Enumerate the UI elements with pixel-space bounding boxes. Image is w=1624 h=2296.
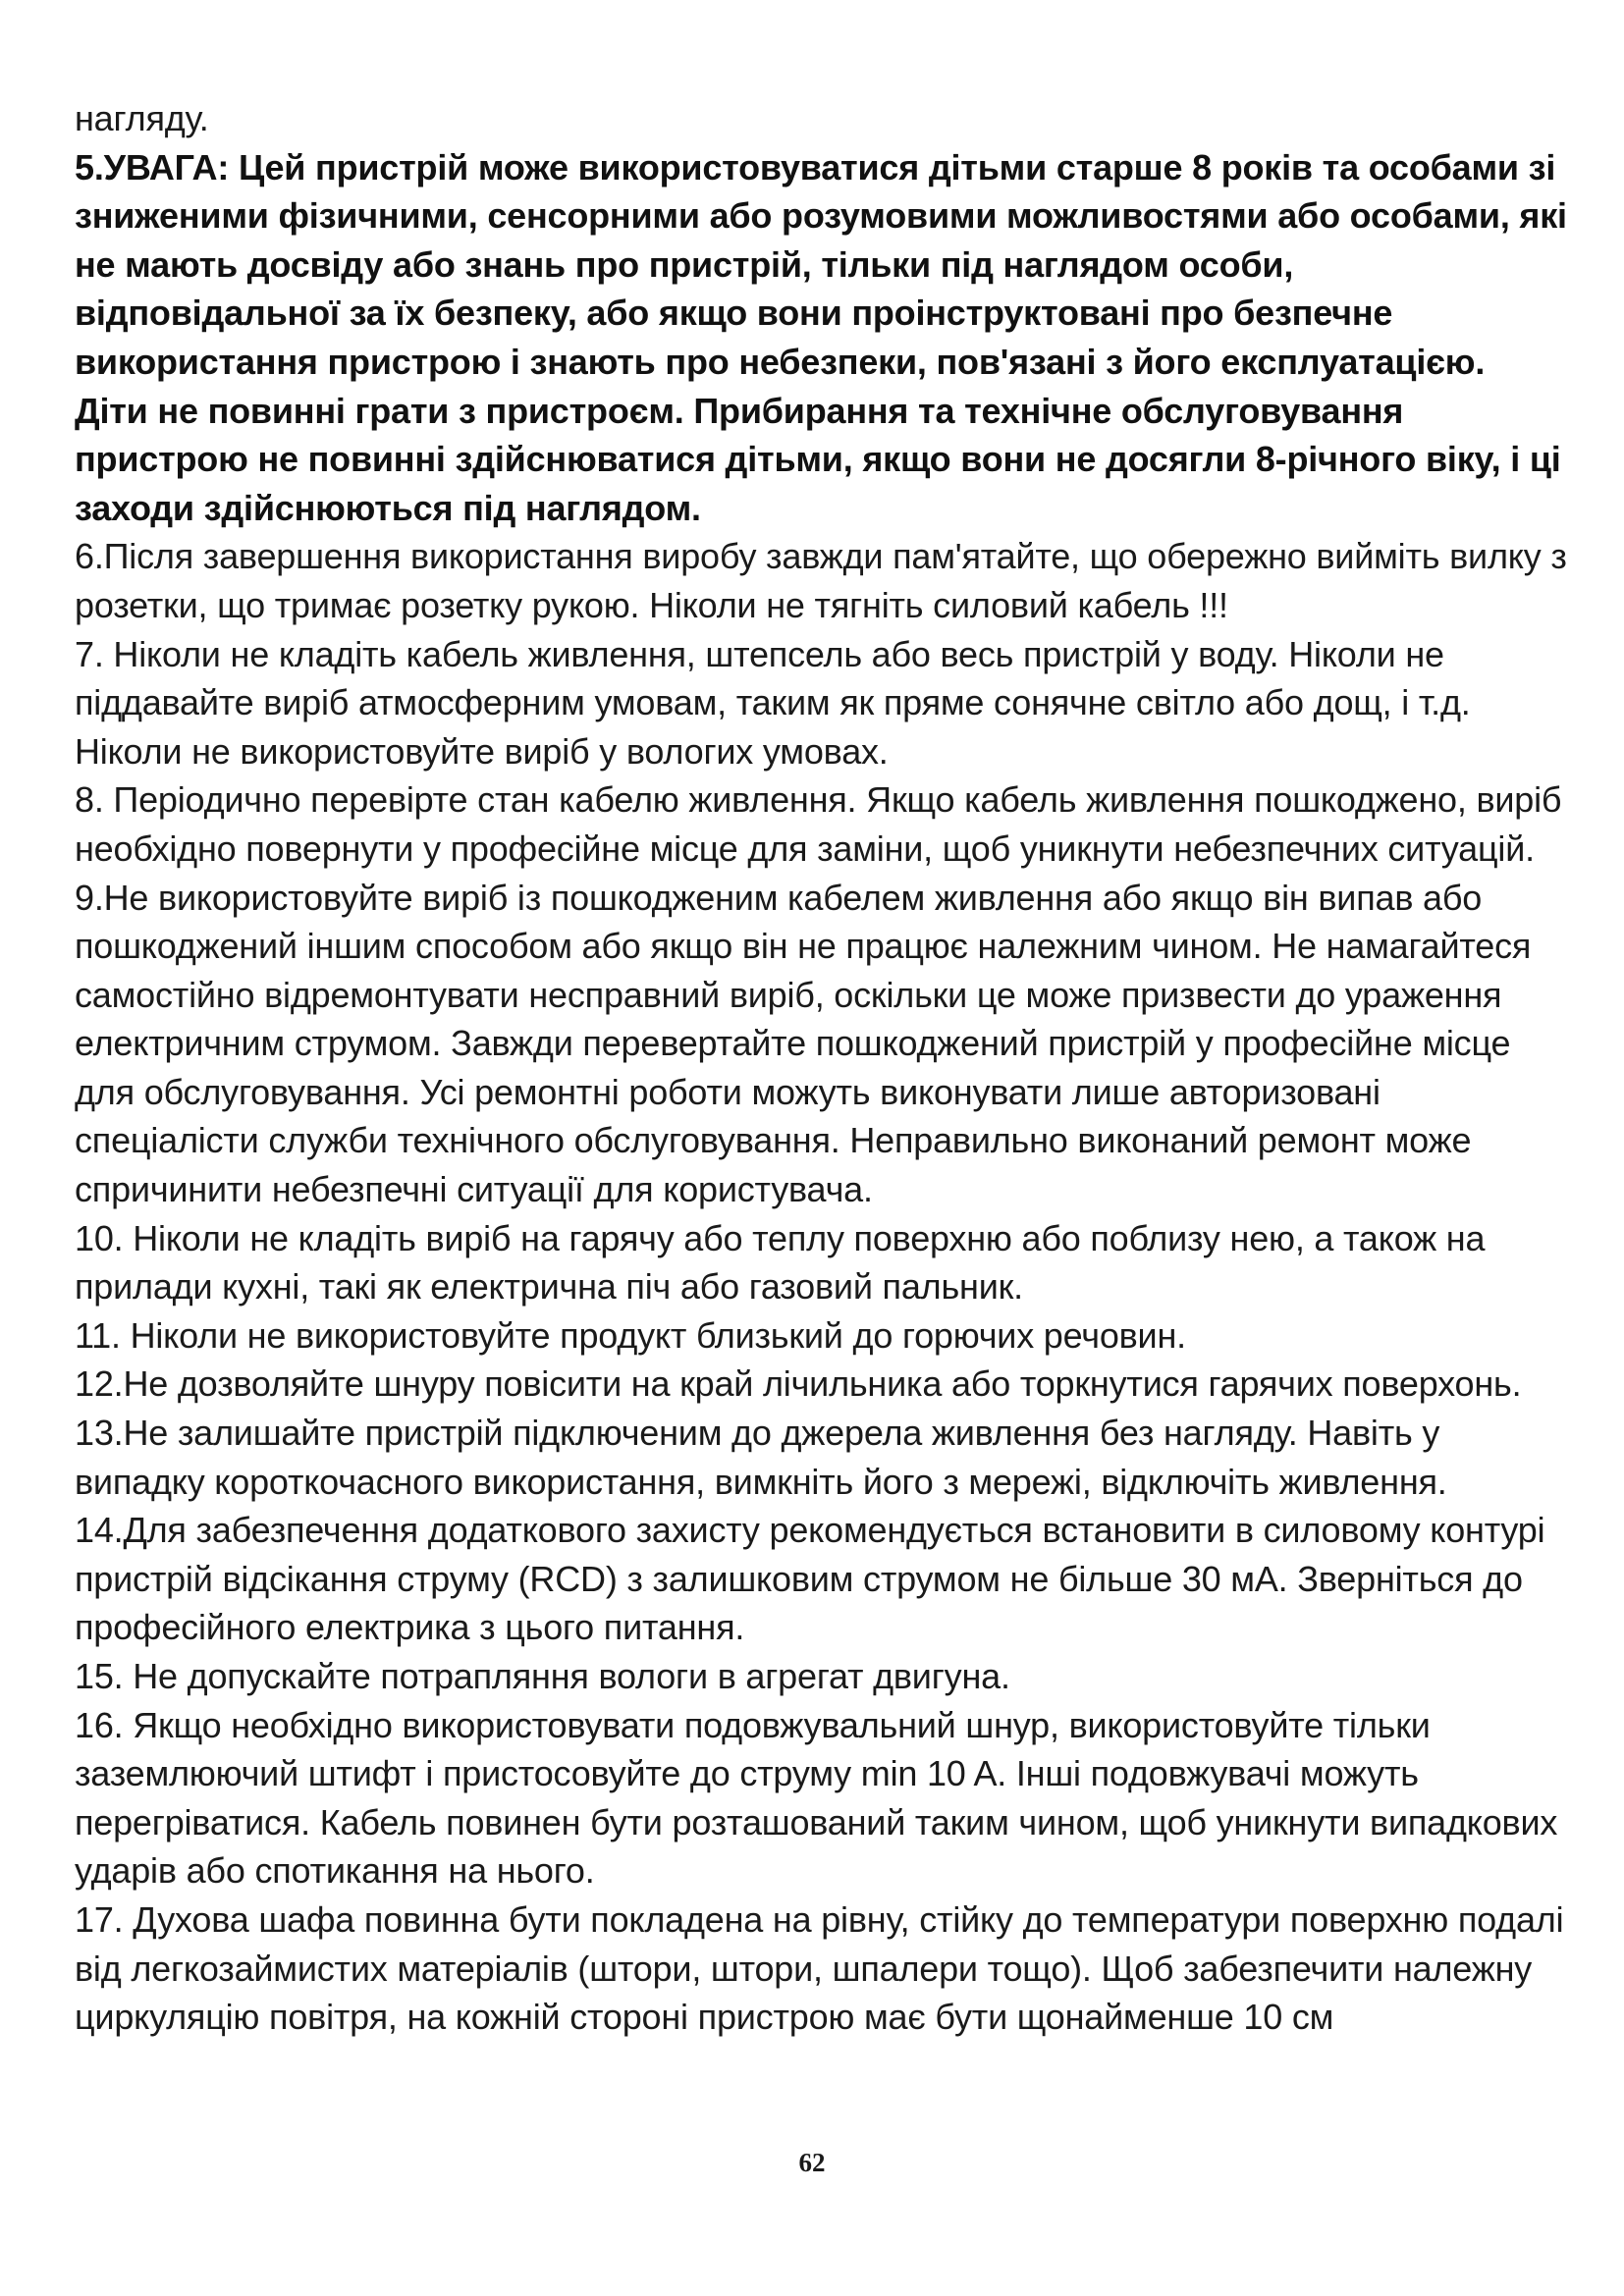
paragraph-item-17: 17. Духова шафа повинна бути покладена на рівну, стійку до температури поверхню подалі від легкозаймистих матеріалів (штори, штори, шпалери тощо). Щоб забезпечити належну циркуляцію повітря, на кожній стороні пристрою має бути щонайменше 10 см: [75, 1898, 1564, 2038]
page-body: [75, 94, 1567, 2042]
paragraph-item-7: 7. Ніколи не кладіть кабель живлення, штепсель або весь пристрій у воду. Ніколи не піддавайте виріб атмосферним умовам, таким як пряме сонячне світло або дощ, і т.д. Ніколи не використовуйте виріб у вологих умовах.: [75, 633, 1471, 772]
page-number: 62: [798, 2148, 826, 2177]
paragraph-item-15: 15. Не допускайте потрапляння вологи в агрегат двигуна.: [75, 1656, 1010, 1696]
paragraph-item-14: 14.Для забезпечення додаткового захисту рекомендується встановити в силовому контурі пристрій відсікання струму (RCD) з залишковим струмом не більше 30 мА. Зверніться до професійного електрика з цього питання.: [75, 1510, 1545, 1648]
paragraph-item-9: 9.Не використовуйте виріб із пошкодженим кабелем живлення або якщо він випав або пошкоджений іншим способом або якщо він не працює належним чином. Не намагайтеся самостійно відремонтувати несправний виріб, оскільки це може призвести до ураження електричним струмом. Завжди перевертайте пошкоджений пристрій у професійне місце для обслуговування. Усі ремонтні роботи можуть виконувати лише авторизовані спеціалісти служби технічного обслуговування. Неправильно виконаний ремонт може спричинити небезпечні ситуації для користувача.: [75, 877, 1532, 1210]
paragraph-item-11: 11. Ніколи не використовуйте продукт близький до горючих речовин.: [75, 1314, 1186, 1356]
paragraph-item-10: 10. Ніколи не кладіть виріб на гарячу або теплу поверхню або поблизу нею, а також на прилади кухні, такі як електрична піч або газовий пальник.: [75, 1217, 1486, 1308]
paragraph-item-8: 8. Періодично перевірте стан кабелю живлення. Якщо кабель живлення пошкоджено, виріб необхідно повернути у професійне місце для заміни, щоб уникнути небезпечних ситуацій.: [75, 779, 1562, 869]
paragraph-continuation: нагляду.: [75, 98, 209, 138]
paragraph-item-6: 6.Після завершення використання виробу завжди пам'ятайте, що обережно вийміть вилку з розетки, що тримає розетку рукою. Ніколи не тягніть силовий кабель !!!: [75, 536, 1567, 625]
paragraph-warning-5: 5.УВАГА: Цей пристрій може використовуватися дітьми старше 8 років та особами зі зниженими фізичними, сенсорними або розумовими можливостями або особами, які не мають досвіду або знань про пристрій, тільки під наглядом особи, відповідальної за їх безпеку, або якщо вони проінструктовані про безпечне використання пристрою і знають про небезпеки, пов'язані з його експлуатацією. Діти не повинні грати з пристроєм. Прибирання та технічне обслуговування пристрою не повинні здійснюватися дітьми, якщо вони не досягли 8-річного віку, і ці заходи здійснюються під наглядом.: [75, 146, 1567, 528]
paragraph-item-16: 16. Якщо необхідно використовувати подовжувальний шнур, використовуйте тільки заземлюючий штифт і пристосовуйте до струму min 10 A. Інші подовжувачі можуть перегріватися. Кабель повинен бути розташований таким чином, щоб уникнути випадкових ударів або спотикання на нього.: [75, 1704, 1558, 1892]
paragraph-item-12: 12.Не дозволяйте шнуру повісити на край лічильника або торкнутися гарячих поверхонь.: [75, 1363, 1522, 1405]
paragraph-item-13: 13.Не залишайте пристрій підключеним до джерела живлення без нагляду. Навіть у випадку короткочасного використання, вимкніть його з мережі, відключіть живлення.: [75, 1413, 1447, 1502]
